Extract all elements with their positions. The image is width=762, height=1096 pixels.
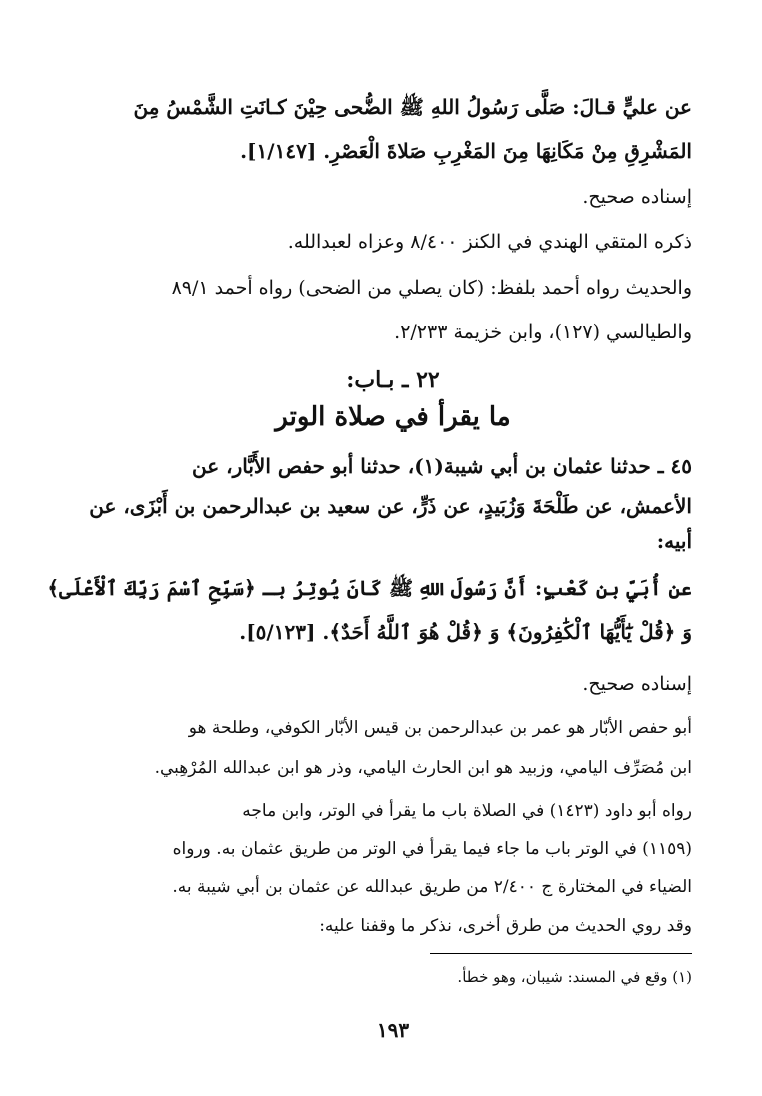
matn-line-1: عن أُبَيِّ بن كَعْبٍ: أَنَّ رَسُولَ اللهِ ﷺ كَانَ يُوتِرُ بـ ﴿سَبِّحِ ٱسْمَ رَبِّكَ ٱلْأَعْلَى﴾: [47, 576, 692, 600]
note-5: وقد روي الحديث من طرق أخرى، نذكر ما وقفنا عليه:: [319, 916, 692, 936]
hadith-1-line-1: عن عليٍّ قـالَ: صَلَّى رَسُولُ اللهِ ﷺ الضُّحى حِيْنَ كـانَتِ الشَّمْسُ مِنَ: [133, 95, 692, 119]
footnote: (١) وقع في المسند: شيبان، وهو خطأ.: [457, 968, 692, 986]
note-2-line-1: والحديث رواه أحمد بلفظ: (كان يصلي من الضحى) رواه أحمد ٨٩/١: [171, 277, 692, 299]
note-2-line-2: والطيالسي (١٢٧)، وابن خزيمة ٢/٢٣٣.: [394, 321, 692, 343]
note-4: [94, 792, 692, 906]
note-4-line-3: الضياء في المختارة ج ٢/٤٠٠ من طريق عبدالله عن عثمان بن أبي شيبة به.: [172, 877, 692, 897]
isnad-line-3: أبيه:: [656, 529, 692, 553]
hadith-1-text: [94, 85, 692, 173]
chapter-title: ما يقرأ في صلاة الوتر: [275, 402, 511, 432]
note-3-line-1: أبو حفص الأبّار هو عمر بن عبدالرحمن بن قيس الأبّار الكوفي، وطلحة هو: [188, 718, 692, 738]
grading-2: إسناده صحيح.: [582, 673, 692, 695]
note-3-line-2: ابن مُصَرِّف اليامي، وزبيد هو ابن الحارث اليامي، وذر هو ابن عبدالله المُرْهِبي.: [154, 758, 692, 778]
note-4-line-2: (١١٥٩) في الوتر باب ما جاء فيما يقرأ في الوتر من طريق عثمان به. ورواه: [172, 839, 692, 859]
matn-line-2: وَ ﴿قُلْ يَٰٓأَيُّهَا ٱلْكَٰفِرُونَ﴾ وَ ﴿قُلْ هُوَ ٱللَّهُ أَحَدٌ﴾. [٥/١٢٣].: [239, 620, 692, 644]
hadith-45-isnad: [89, 446, 692, 556]
note-3: [94, 708, 692, 788]
note-2: [94, 266, 692, 354]
hadith-45-matn: [47, 566, 692, 654]
grading-1: إسناده صحيح.: [582, 186, 692, 208]
page-number: ١٩٣: [376, 1018, 410, 1042]
footnote-divider: [430, 953, 692, 954]
note-4-line-1: رواه أبو داود (١٤٢٣) في الصلاة باب ما يقرأ في الوتر، وابن ماجه: [242, 801, 692, 821]
isnad-line-2: الأعمش، عن طَلْحَةَ وَزُبَيدٍ، عن ذَرٍّ، عن سعيد بن عبدالرحمن بن أَبْزَى، عن: [89, 494, 692, 518]
isnad-line-1: ٤٥ ـ حدثنا عثمان بن أبي شيبة(١)، حدثنا أبو حفص الأَبَّار، عن: [192, 454, 692, 478]
hadith-1-line-2: المَشْرِقِ مِنْ مَكَانِهَا مِنَ المَغْرِبِ صَلاةَ الْعَصْرِ. [١/١٤٧].: [240, 139, 692, 163]
note-1: ذكره المتقي الهندي في الكنز ٨/٤٠٠ وعزاه لعبدالله.: [287, 231, 692, 253]
chapter-number: ٢٢ ـ بـاب:: [346, 367, 440, 393]
